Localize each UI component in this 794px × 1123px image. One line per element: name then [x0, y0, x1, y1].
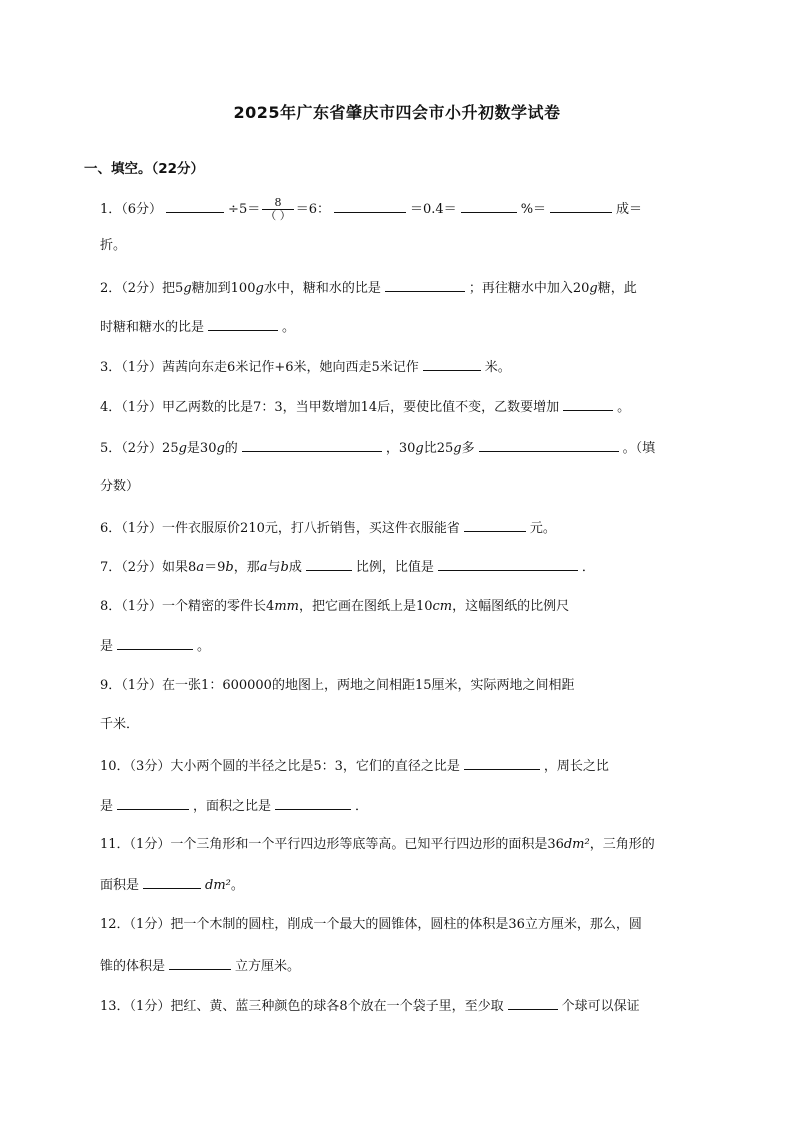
- q6-blank[interactable]: [464, 517, 526, 532]
- q11-text: 面积是: [100, 878, 140, 893]
- question-2: [100, 277, 712, 299]
- question-2-cont: [100, 316, 712, 338]
- question-7: [100, 556, 712, 578]
- var-a: a: [259, 560, 268, 575]
- q7-text: 比例，比值是: [355, 560, 434, 575]
- q12-text: 立方厘米。: [235, 959, 301, 974]
- q11-text: 。: [230, 878, 244, 893]
- q6-text: 元。: [529, 521, 556, 536]
- question-1-cont: 折。: [100, 238, 127, 253]
- q2-text: 时糖和糖水的比是: [100, 320, 205, 335]
- q1-blank-1[interactable]: [166, 198, 224, 213]
- q1-prefix: 1．（6分）: [100, 202, 163, 217]
- q7-blank-1[interactable]: [306, 556, 352, 571]
- q7-text: ，那: [233, 560, 260, 575]
- q1-blank-3[interactable]: [461, 198, 517, 213]
- q12-text: 锥的体积是: [100, 959, 166, 974]
- q3-text: 米。: [484, 360, 511, 375]
- q1-text: ＝0.4＝: [410, 202, 457, 217]
- q8-text: 。: [197, 639, 211, 654]
- q13-text: 个球可以保证: [561, 999, 640, 1014]
- question-11-cont: [100, 874, 712, 896]
- var-b: b: [280, 560, 289, 575]
- question-5: [100, 437, 712, 459]
- q7-text: 与: [267, 560, 281, 575]
- q2-text: 水中，糖和水的比是: [263, 281, 381, 296]
- q4-blank[interactable]: [563, 396, 613, 411]
- q8-text: ，这幅图纸的比例尺: [452, 599, 570, 614]
- q1-fraction: [262, 197, 294, 222]
- q10-text: 是: [100, 799, 114, 814]
- q5-text: ，30: [385, 441, 416, 456]
- q10-blank-3[interactable]: [275, 795, 351, 810]
- q8-text: 是: [100, 639, 114, 654]
- q7-blank-2[interactable]: [438, 556, 578, 571]
- unit-g: g: [453, 441, 462, 456]
- q12-blank[interactable]: [169, 955, 231, 970]
- q10-text: ，面积之比是: [193, 799, 272, 814]
- q4-text: 4．（1分）甲乙两数的比是7：3，当甲数增加14后，要使比值不变，乙数要增加: [100, 400, 560, 415]
- question-13: [100, 995, 712, 1017]
- section-heading: 一、填空。（22分）: [84, 161, 205, 177]
- q5-blank-2[interactable]: [479, 437, 619, 452]
- q7-text: ．: [581, 560, 595, 575]
- q1-blank-2[interactable]: [334, 198, 406, 213]
- q10-text: ，周长之比: [543, 759, 609, 774]
- q2-text: 。: [282, 320, 296, 335]
- q5-text: 5．（2分）25: [100, 441, 179, 456]
- q7-text: 7．（2分）如果8: [100, 560, 197, 575]
- unit-g: g: [415, 441, 424, 456]
- q10-text: ．: [355, 799, 369, 814]
- question-8-cont: [100, 635, 712, 657]
- q5-text: 的: [224, 441, 238, 456]
- q1-text: ÷5＝: [228, 202, 261, 217]
- question-4: [100, 396, 712, 418]
- fraction-denominator[interactable]: （ ）: [265, 209, 291, 222]
- q1-blank-4[interactable]: [550, 198, 612, 213]
- unit-cm: cm: [432, 599, 453, 614]
- q11-blank[interactable]: [143, 874, 201, 889]
- q3-blank[interactable]: [423, 356, 481, 371]
- q10-blank-2[interactable]: [117, 795, 189, 810]
- question-10-cont: [100, 795, 712, 817]
- q13-text: 13．（1分）把红、黄、蓝三种颜色的球各8个放在一个袋子里，至少取: [100, 999, 504, 1014]
- q5-blank-1[interactable]: [242, 437, 382, 452]
- q10-blank-1[interactable]: [464, 755, 540, 770]
- question-12: 12．（1分）把一个木制的圆柱，削成一个最大的圆锥体，圆柱的体积是36立方厘米，那么，圆: [100, 917, 642, 932]
- q10-text: 10．（3分）大小两个圆的半径之比是5：3，它们的直径之比是: [100, 759, 460, 774]
- q8-text: 8．（1分）一个精密的零件长4: [100, 599, 275, 614]
- q1-text: ＝6：: [295, 202, 330, 217]
- q2-text: 糖加到100: [191, 281, 256, 296]
- q8-blank[interactable]: [117, 635, 193, 650]
- question-10: [100, 755, 712, 777]
- question-11: [100, 835, 712, 855]
- q6-text: 6．（1分）一件衣服原价210元，打八折销售，买这件衣服能省: [100, 521, 460, 536]
- q2-text: ；再往糖水中加入20: [468, 281, 590, 296]
- q5-text: 是30: [186, 441, 217, 456]
- unit-dm2: dm²: [563, 837, 590, 852]
- q7-text: 成: [288, 560, 302, 575]
- q3-text: 3．（1分）茜茜向东走6米记作+6米，她向西走5米记作: [100, 360, 419, 375]
- q1-text: %＝: [520, 202, 547, 217]
- q11-text: ，三角形的: [589, 837, 655, 852]
- page-title: 2025年广东省肇庆市四会市小升初数学试卷: [233, 103, 561, 122]
- q2-blank-2[interactable]: [208, 316, 278, 331]
- question-5-cont: 分数）: [100, 479, 140, 494]
- fraction-numerator: 8: [262, 197, 294, 210]
- q5-text: 。（填: [622, 441, 656, 456]
- q13-blank[interactable]: [508, 995, 558, 1010]
- question-9: 9．（1分）在一张1：600000的地图上，两地之间相距15厘米，实际两地之间相距: [100, 678, 575, 693]
- unit-g: g: [183, 281, 192, 296]
- question-12-cont: [100, 955, 712, 977]
- var-a: a: [196, 560, 205, 575]
- unit-g: g: [216, 441, 225, 456]
- question-1: [100, 197, 712, 222]
- q7-text: ＝9: [204, 560, 226, 575]
- q2-text: 糖，此: [597, 281, 637, 296]
- question-6: [100, 517, 712, 539]
- question-8: [100, 597, 712, 617]
- q4-text: 。: [617, 400, 631, 415]
- q2-blank-1[interactable]: [385, 277, 465, 292]
- unit-mm: mm: [274, 599, 299, 614]
- q2-text: 2．（2分）把5: [100, 281, 184, 296]
- unit-g: g: [255, 281, 264, 296]
- q5-text: 比25: [423, 441, 454, 456]
- question-3: [100, 356, 712, 378]
- q5-text: 多: [461, 441, 475, 456]
- unit-g: g: [589, 281, 598, 296]
- unit-dm2: dm²: [205, 878, 231, 893]
- var-b: b: [225, 560, 234, 575]
- q11-text: 11．（1分）一个三角形和一个平行四边形等底等高。已知平行四边形的面积是36: [100, 837, 564, 852]
- q1-text: 成＝: [616, 202, 643, 217]
- question-9-cont: 千米．: [100, 717, 140, 732]
- unit-g: g: [178, 441, 187, 456]
- q8-text: ，把它画在图纸上是10: [298, 599, 433, 614]
